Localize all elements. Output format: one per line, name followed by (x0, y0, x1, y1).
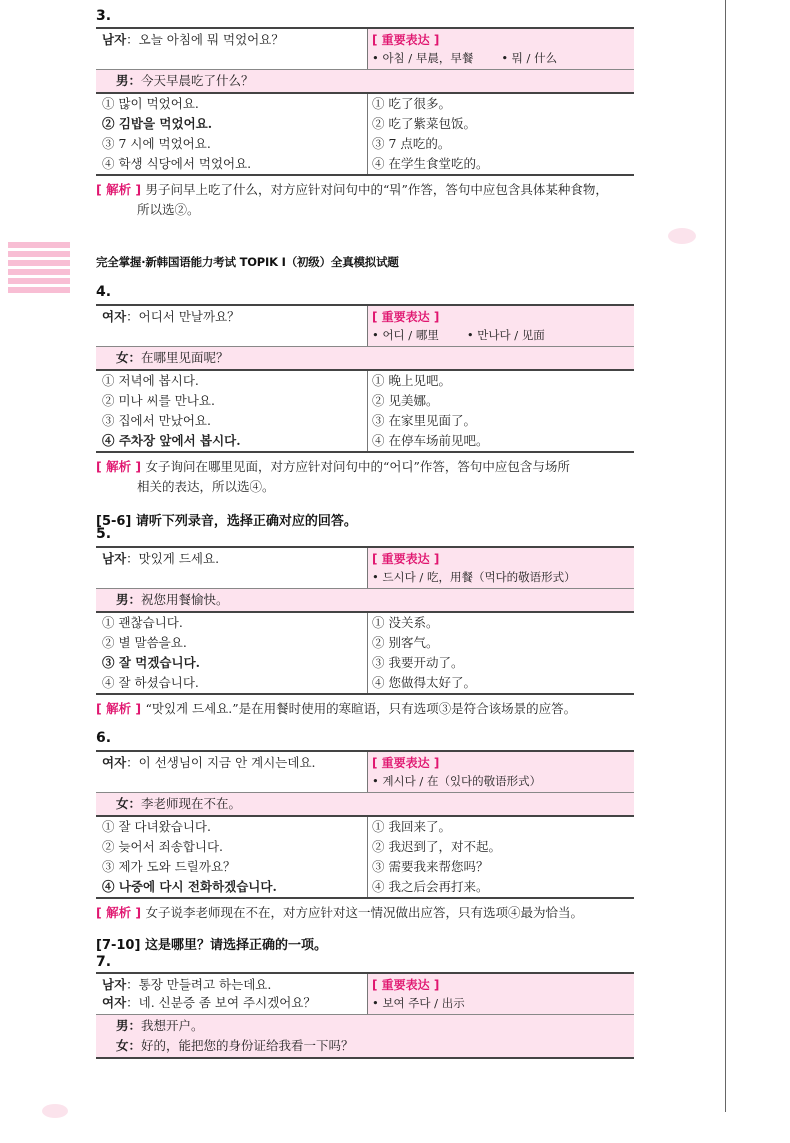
option-chinese: ③ 在家里见面了。 (372, 413, 476, 428)
option-korean: ① 잘 다녀왔습니다. (102, 819, 211, 834)
translation-line (116, 1016, 634, 1036)
dialog-grid (96, 29, 634, 69)
speaker-label: 여자 (102, 755, 127, 770)
speaker-label: 男： (116, 592, 142, 607)
options-chinese (368, 613, 634, 693)
dialog-text: ：오늘 아침에 뭐 먹었어요？ (126, 32, 284, 47)
options-korean (96, 817, 368, 897)
key-expressions (368, 752, 634, 792)
options-korean (96, 94, 368, 174)
question-number: 7. (96, 954, 112, 970)
decorative-blob (668, 228, 696, 244)
section-title-7-10: [7-10] 这是哪里？请选择正确的一项。 (96, 938, 327, 953)
translation (96, 347, 634, 369)
question-3 (96, 27, 634, 220)
key-expressions-title: [ 重要表达 ] (372, 978, 440, 992)
analysis-text: 所以选②。 (137, 202, 200, 217)
key-expressions-title: [ 重要表达 ] (372, 552, 440, 566)
translation-line (116, 794, 634, 814)
dialog (96, 306, 368, 346)
dialog-grid (96, 974, 634, 1014)
expression-item: • 어디 / 哪里 (372, 328, 439, 342)
dialog-line (102, 31, 367, 49)
section-title-5-6: [5-6] 请听下列录音，选择正确对应的回答。 (96, 514, 357, 529)
analysis-tag: [ 解析 ] (96, 701, 146, 716)
question-number: 4. (96, 284, 112, 300)
option-korean: ③ 집에서 만났어요. (102, 413, 211, 428)
analysis-tag: [ 解析 ] (96, 182, 146, 197)
options-chinese (368, 817, 634, 897)
speaker-label: 女： (116, 796, 142, 811)
analysis-tag: [ 解析 ] (96, 905, 146, 920)
option-korean: ④ 나중에 다시 전화하겠습니다. (102, 879, 277, 894)
analysis-tag: [ 解析 ] (96, 459, 146, 474)
option-korean: ③ 잘 먹겠습니다. (102, 655, 201, 670)
option-korean: ④ 학생 식당에서 먹었어요. (102, 156, 252, 171)
key-expressions-title: [ 重要表达 ] (372, 33, 440, 47)
analysis-line (96, 200, 634, 220)
expression-items (372, 772, 634, 790)
option-chinese: ① 晚上见吧。 (372, 373, 451, 388)
option-chinese: ③ 我要开动了。 (372, 655, 464, 670)
speaker-label: 男： (116, 1018, 142, 1033)
analysis-line (96, 903, 634, 923)
analysis-line (96, 477, 634, 497)
options (96, 94, 634, 174)
translation-text: 在哪里见面呢？ (141, 350, 229, 365)
option-chinese: ④ 在学生食堂吃的。 (372, 156, 489, 171)
translation-text: 好的，能把您的身份证给我看一下吗？ (141, 1038, 354, 1053)
speaker-label: 男： (116, 73, 142, 88)
option-korean: ① 괜찮습니다. (102, 615, 183, 630)
option-korean: ① 많이 먹었어요. (102, 96, 199, 111)
key-expressions-title: [ 重要表达 ] (372, 310, 440, 324)
question-6 (96, 750, 634, 923)
analysis-line (96, 699, 634, 719)
dialog-grid (96, 306, 634, 346)
option-chinese: ③ 需要我来帮您吗？ (372, 859, 489, 874)
option-chinese: ② 吃了紫菜包饭。 (372, 116, 476, 131)
rule (96, 451, 634, 453)
analysis-line (96, 180, 634, 200)
expression-items (372, 994, 634, 1012)
dialog-grid (96, 752, 634, 792)
speaker-label: 남자 (102, 551, 127, 566)
page-header: 完全掌握·新韩国语能力考试 TOPIK Ⅰ（初级）全真模拟试题 (96, 255, 399, 269)
options-korean (96, 613, 368, 693)
option-chinese: ① 没关系。 (372, 615, 439, 630)
question-number: 5. (96, 526, 112, 542)
analysis-text: “맛있게 드세요.”是在用餐时使用的寒暄语，只有选项③是符合该场景的应答。 (145, 701, 577, 716)
speaker-label: 남자 (102, 977, 127, 992)
dialog-line (102, 994, 367, 1012)
option-korean: ③ 제가 도와 드릴까요？ (102, 859, 236, 874)
analysis-text: 男子问早上吃了什么，对方应针对问句中的“뭐”作答，答句中应包含具体某种食物， (145, 182, 608, 197)
option-chinese: ④ 您做得太好了。 (372, 675, 476, 690)
dialog-line (102, 754, 367, 772)
option-chinese: ④ 在停车场前见吧。 (372, 433, 489, 448)
speaker-label: 여자 (102, 309, 127, 324)
option-chinese: ③ 7 点吃的。 (372, 136, 451, 151)
options-korean (96, 371, 368, 451)
analysis (96, 180, 634, 220)
question-5 (96, 546, 634, 719)
translation (96, 589, 634, 611)
dialog-grid (96, 548, 634, 588)
option-korean: ② 김밥을 먹었어요. (102, 116, 213, 131)
option-chinese: ④ 我之后会再打来。 (372, 879, 489, 894)
decorative-blob (42, 1104, 68, 1118)
option-chinese: ② 见美娜。 (372, 393, 439, 408)
option-korean: ① 저녁에 봅시다. (102, 373, 199, 388)
translation-text: 我想开户。 (141, 1018, 204, 1033)
analysis-text: 相关的表达，所以选④。 (137, 479, 275, 494)
options-chinese (368, 94, 634, 174)
dialog-text: ：어디서 만날까요？ (126, 309, 240, 324)
option-korean: ④ 잘 하셨습니다. (102, 675, 199, 690)
decorative-stripes (8, 242, 70, 298)
option-chinese: ① 我回来了。 (372, 819, 451, 834)
analysis (96, 903, 634, 923)
dialog-line (102, 308, 367, 326)
expression-item: • 뭐 / 什么 (501, 51, 558, 65)
dialog-line (102, 976, 367, 994)
analysis (96, 457, 634, 497)
question-number: 6. (96, 730, 112, 746)
speaker-label: 女： (116, 1038, 142, 1053)
question-7 (96, 972, 634, 1059)
expression-item: • 드시다 / 吃，用餐（먹다的敬语形式） (372, 570, 576, 584)
expression-item: • 보여 주다 / 出示 (372, 996, 465, 1010)
analysis (96, 699, 634, 719)
rule (96, 174, 634, 176)
expression-item: • 만나다 / 见面 (466, 328, 545, 342)
options (96, 613, 634, 693)
translation-line (116, 71, 634, 91)
key-expressions (368, 306, 634, 346)
option-korean: ② 별 말씀을요. (102, 635, 187, 650)
page-edge-line (725, 0, 726, 1112)
expression-items (372, 49, 634, 67)
options (96, 371, 634, 451)
expression-item: • 아침 / 早晨，早餐 (372, 51, 474, 65)
speaker-label: 여자 (102, 995, 127, 1010)
rule (96, 897, 634, 899)
option-korean: ② 미나 씨를 만나요. (102, 393, 215, 408)
options-chinese (368, 371, 634, 451)
translation-line (116, 590, 634, 610)
translation-text: 李老师现在不在。 (141, 796, 242, 811)
translation (96, 1015, 634, 1057)
options (96, 817, 634, 897)
key-expressions (368, 29, 634, 69)
option-chinese: ② 我迟到了，对不起。 (372, 839, 501, 854)
option-chinese: ① 吃了很多。 (372, 96, 451, 111)
translation-text: 祝您用餐愉快。 (141, 592, 229, 607)
dialog-line (102, 550, 367, 568)
translation (96, 793, 634, 815)
dialog-text: ：네. 신분증 좀 보여 주시겠어요？ (126, 995, 316, 1010)
dialog-text: ：이 선생님이 지금 안 계시는데요. (126, 755, 316, 770)
expression-items (372, 568, 634, 586)
dialog (96, 974, 368, 1014)
translation-line (116, 348, 634, 368)
rule (96, 693, 634, 695)
dialog (96, 548, 368, 588)
dialog-text: ：맛있게 드세요. (126, 551, 220, 566)
expression-items (372, 326, 634, 344)
analysis-text: 女子说李老师现在不在，对方应针对这一情况做出应答，只有选项④最为恰当。 (145, 905, 583, 920)
expression-item: • 계시다 / 在（있다的敬语形式） (372, 774, 542, 788)
analysis-text: 女子询问在哪里见面，对方应针对问句中的“어디”作答，答句中应包含与场所 (145, 459, 570, 474)
dialog (96, 752, 368, 792)
key-expressions-title: [ 重要表达 ] (372, 756, 440, 770)
key-expressions (368, 548, 634, 588)
question-number: 3. (96, 8, 112, 24)
translation (96, 70, 634, 92)
speaker-label: 남자 (102, 32, 127, 47)
analysis-line (96, 457, 634, 477)
translation-line (116, 1036, 634, 1056)
option-korean: ④ 주차장 앞에서 봅시다. (102, 433, 241, 448)
speaker-label: 女： (116, 350, 142, 365)
option-korean: ③ 7 시에 먹었어요. (102, 136, 211, 151)
question-4 (96, 304, 634, 497)
translation-text: 今天早晨吃了什么？ (141, 73, 254, 88)
key-expressions (368, 974, 634, 1014)
dialog (96, 29, 368, 69)
dialog-text: ：통장 만들려고 하는데요. (126, 977, 272, 992)
option-chinese: ② 别客气。 (372, 635, 439, 650)
option-korean: ② 늦어서 죄송합니다. (102, 839, 224, 854)
rule (96, 1057, 634, 1059)
